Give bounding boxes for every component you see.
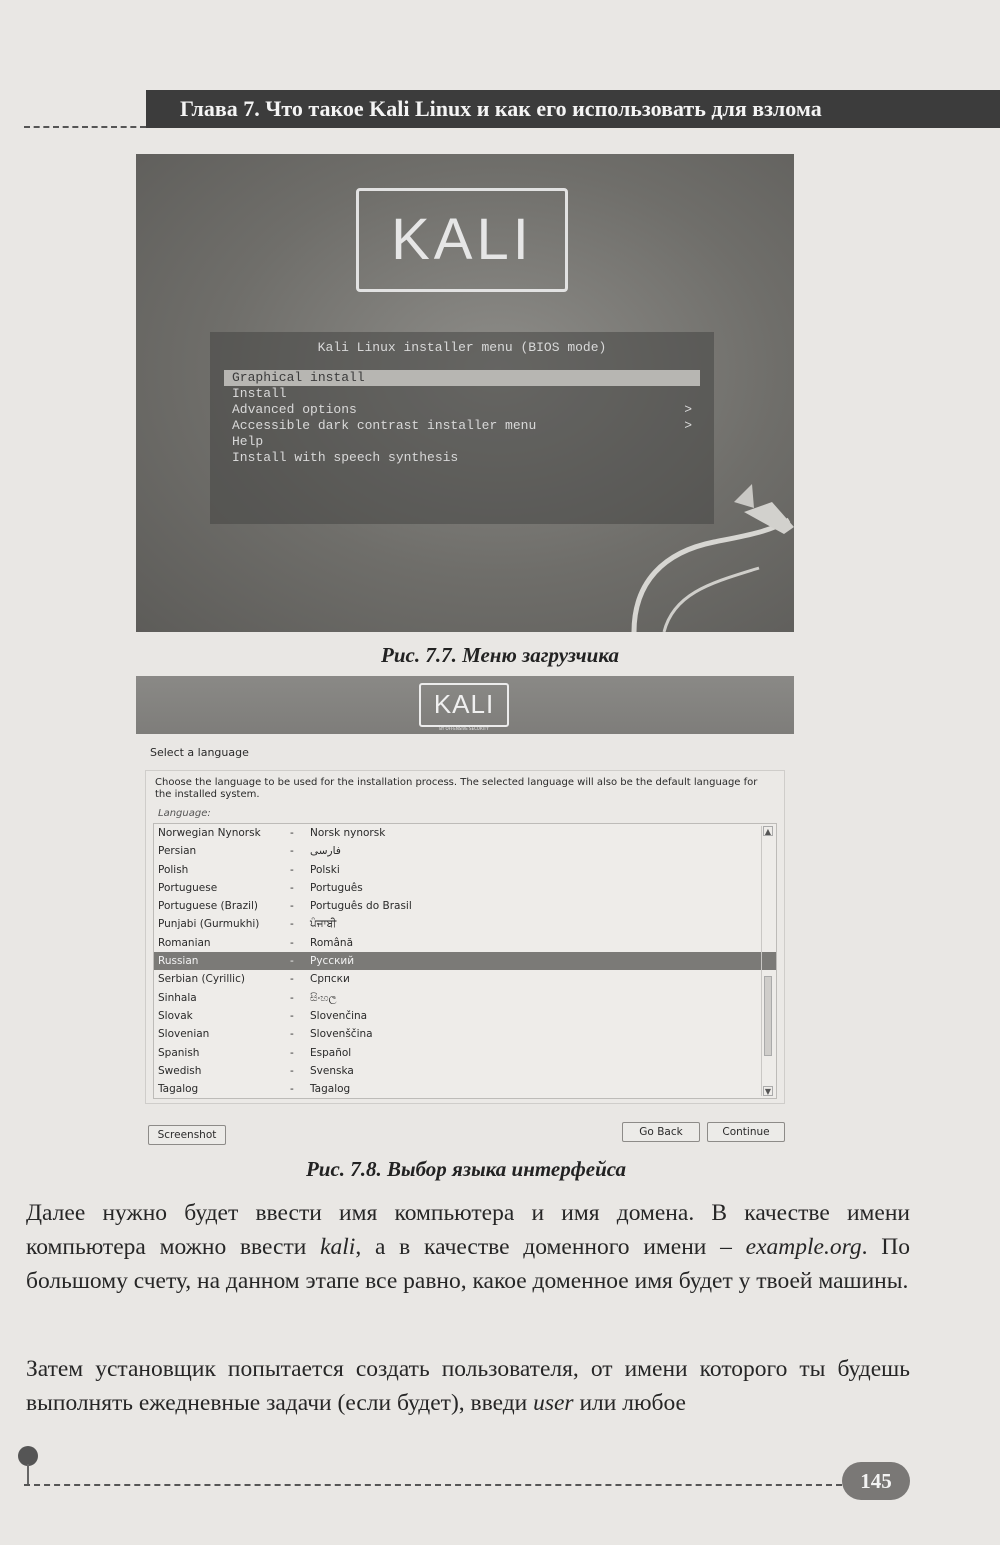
installer-menu-item[interactable] <box>224 370 700 386</box>
language-row[interactable] <box>154 824 776 842</box>
scroll-thumb[interactable] <box>764 976 772 1056</box>
language-separator: - <box>290 936 294 949</box>
language-label: Language: <box>158 808 211 819</box>
language-separator: - <box>290 1046 294 1059</box>
language-row[interactable] <box>154 970 776 988</box>
language-name: Portuguese (Brazil) <box>158 900 259 913</box>
kali-logo: KALI <box>356 188 568 292</box>
section-title: Select a language <box>150 746 249 759</box>
language-name: Slovak <box>158 1009 193 1022</box>
language-native-name: Română <box>310 936 353 949</box>
language-separator: - <box>290 845 294 858</box>
installer-menu-item-label: Install with speech synthesis <box>232 450 459 465</box>
language-row[interactable] <box>154 1062 776 1080</box>
language-row[interactable] <box>154 934 776 952</box>
language-row[interactable] <box>154 861 776 879</box>
scroll-down-icon[interactable]: ▼ <box>764 1087 772 1096</box>
language-list-scrollbar[interactable] <box>761 826 774 1096</box>
language-name: Polish <box>158 863 189 876</box>
language-name: Serbian (Cyrillic) <box>158 973 245 986</box>
language-native-name: Tagalog <box>310 1083 351 1096</box>
figure-7-8-caption: Рис. 7.8. Выбор языка интерфейса <box>305 1157 627 1181</box>
installer-menu-items <box>224 370 700 466</box>
language-native-name: සිංහල <box>310 991 337 1004</box>
language-native-name: Русский <box>310 955 355 968</box>
language-separator: - <box>290 1083 294 1096</box>
language-list[interactable] <box>153 823 777 1099</box>
installer-menu-item-label: Accessible dark contrast installer menu <box>232 418 537 433</box>
installer-menu-title: Kali Linux installer menu (BIOS mode) <box>317 340 607 355</box>
chevron-right-icon: > <box>684 418 692 433</box>
language-description: Choose the language to be used for the installation process. The selected language will also be the default language for the installed system. <box>155 777 758 800</box>
kali-logo: KALI <box>419 683 509 727</box>
language-row[interactable] <box>154 879 776 897</box>
boot-menu-screenshot <box>136 154 794 632</box>
footer-stem <box>27 1464 29 1484</box>
language-row[interactable] <box>154 952 776 970</box>
language-name: Portuguese <box>158 881 218 894</box>
language-name: Romanian <box>158 936 211 949</box>
installer-menu-item[interactable] <box>224 402 700 418</box>
username-example: user <box>533 1390 574 1416</box>
scroll-up-icon[interactable]: ▲ <box>764 827 772 836</box>
language-native-name: Српски <box>310 973 350 986</box>
language-native-name: ਪੰਜਾਬੀ <box>310 918 337 931</box>
installer-banner <box>136 676 794 734</box>
language-row[interactable] <box>154 842 776 860</box>
footer-dot <box>18 1446 38 1466</box>
language-separator: - <box>290 900 294 913</box>
footer-dashed-rule <box>24 1484 842 1486</box>
language-native-name: Svenska <box>310 1064 354 1077</box>
chapter-header <box>146 90 1000 128</box>
installer-menu-item-label: Help <box>232 434 264 449</box>
language-row[interactable] <box>154 989 776 1007</box>
installer-menu-item-label: Advanced options <box>232 402 357 417</box>
installer-menu-item-label: Graphical install <box>232 370 365 385</box>
language-native-name: Polski <box>310 863 340 876</box>
language-row[interactable] <box>154 1044 776 1062</box>
language-row[interactable] <box>154 1025 776 1043</box>
language-separator: - <box>290 955 294 968</box>
installer-menu-item[interactable] <box>224 434 700 450</box>
language-row[interactable] <box>154 897 776 915</box>
language-separator: - <box>290 881 294 894</box>
language-name: Punjabi (Gurmukhi) <box>158 918 260 931</box>
language-name: Spanish <box>158 1046 200 1059</box>
language-row[interactable] <box>154 1080 776 1098</box>
hostname-example: kali <box>320 1234 356 1260</box>
go-back-button[interactable]: Go Back <box>622 1122 700 1142</box>
language-native-name: Português <box>310 881 363 894</box>
language-name: Sinhala <box>158 991 197 1004</box>
language-name: Persian <box>158 845 197 858</box>
language-separator: - <box>290 1064 294 1077</box>
language-native-name: Slovenščina <box>310 1028 373 1041</box>
continue-button[interactable]: Continue <box>707 1122 785 1142</box>
language-native-name: فارسی <box>310 845 341 858</box>
language-native-name: Slovenčina <box>310 1009 368 1022</box>
language-native-name: Norsk nynorsk <box>310 827 386 839</box>
chapter-title: Глава 7. Что такое Kali Linux и как его использовать для взлома <box>180 96 822 121</box>
kali-dragon-icon <box>594 472 794 632</box>
installer-menu-item-label: Install <box>232 386 287 401</box>
page-number: 145 <box>842 1462 910 1500</box>
language-name: Tagalog <box>158 1083 199 1096</box>
language-panel <box>145 770 785 1104</box>
language-separator: - <box>290 991 294 1004</box>
language-native-name: Português do Brasil <box>310 900 412 913</box>
language-separator: - <box>290 827 294 839</box>
installer-menu-item[interactable] <box>224 450 700 466</box>
chevron-right-icon: > <box>684 402 692 417</box>
figure-7-7-caption: Рис. 7.7. Меню загрузчика <box>381 643 619 667</box>
paragraph-hostname: Далее нужно будет ввести имя компьютера и имя домена. В качестве имени компьютера можно ввести kali, а в качестве доменного имени – example.org. По большому счету, на данном этапе все равно, какое доменное имя будет у твоей машины. <box>26 1200 910 1294</box>
paragraph-user: Затем установщик попытается создать пользователя, от имени которого ты будешь выполнять ежедневные задачи (если будет), введи user или любое <box>26 1356 910 1416</box>
header-dashed-rule <box>24 126 146 128</box>
kali-logo-subtitle: BY OFFENSIVE SECURITY <box>439 726 489 731</box>
language-name: Norwegian Nynorsk <box>158 827 261 839</box>
language-native-name: Español <box>310 1046 352 1059</box>
language-name: Russian <box>158 955 199 968</box>
language-separator: - <box>290 918 294 931</box>
language-separator: - <box>290 863 294 876</box>
screenshot-button[interactable]: Screenshot <box>148 1125 226 1145</box>
language-separator: - <box>290 973 294 986</box>
language-name: Swedish <box>158 1064 202 1077</box>
installer-menu-item[interactable] <box>224 386 700 402</box>
language-row[interactable] <box>154 1007 776 1025</box>
language-row[interactable] <box>154 915 776 933</box>
installer-menu-item[interactable] <box>224 418 700 434</box>
domain-example: example.org <box>745 1234 862 1260</box>
language-name: Slovenian <box>158 1028 210 1041</box>
language-separator: - <box>290 1028 294 1041</box>
language-separator: - <box>290 1009 294 1022</box>
